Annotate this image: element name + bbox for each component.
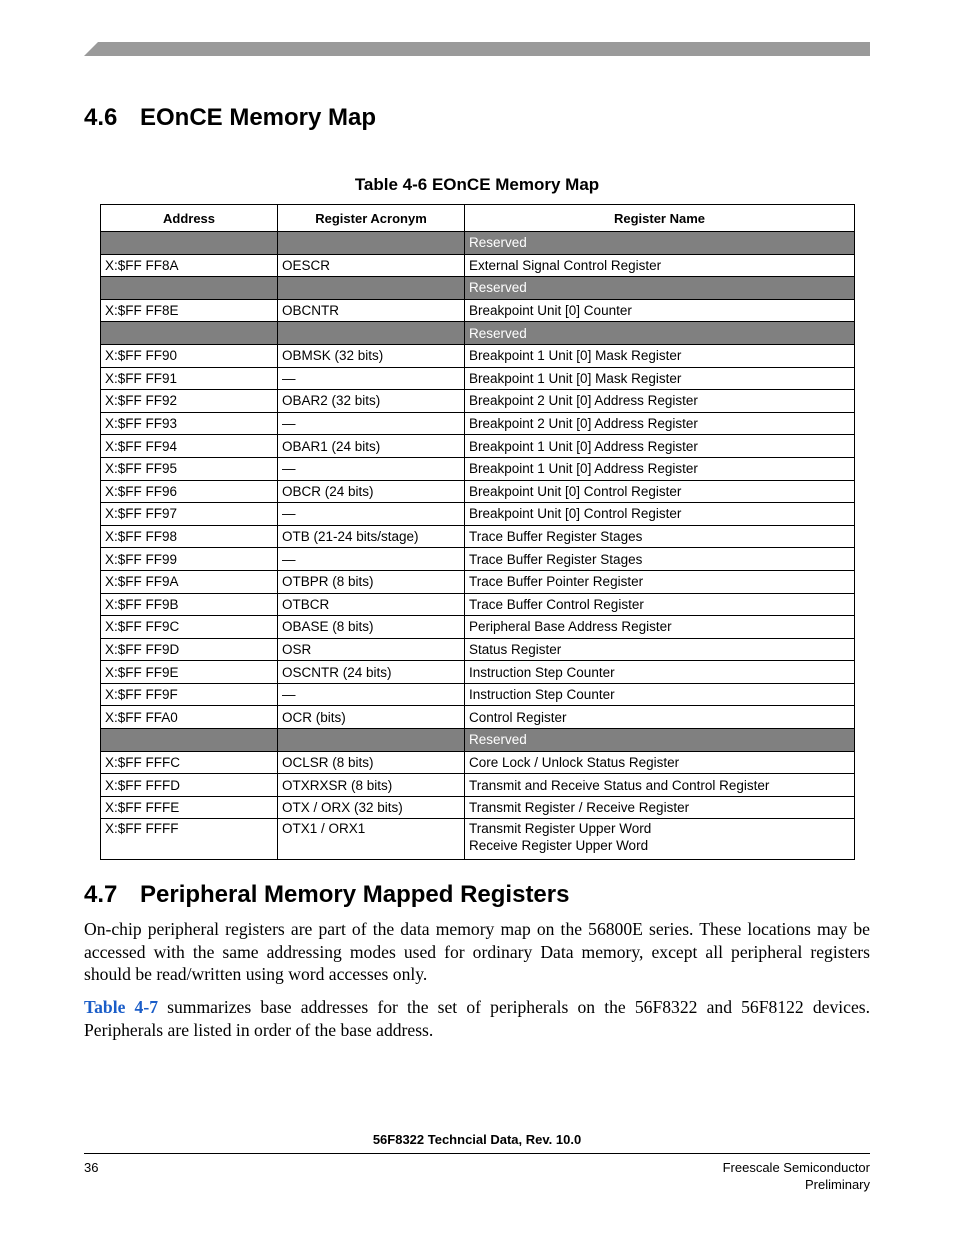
table-row bbox=[101, 796, 855, 819]
acronym-cell: — bbox=[278, 367, 465, 390]
register-name-cell: Instruction Step Counter bbox=[465, 683, 855, 706]
address-cell bbox=[101, 232, 278, 255]
address-cell: X:$FF FF97 bbox=[101, 503, 278, 526]
acronym-cell: OSR bbox=[278, 638, 465, 661]
column-header-address: Address bbox=[101, 205, 278, 232]
register-name-cell: Breakpoint Unit [0] Counter bbox=[465, 299, 855, 322]
acronym-cell: OTXRXSR (8 bits) bbox=[278, 774, 465, 797]
table-row bbox=[101, 774, 855, 797]
address-cell: X:$FF FFFF bbox=[101, 819, 278, 860]
register-name-cell: Instruction Step Counter bbox=[465, 661, 855, 684]
register-name-cell: Transmit and Receive Status and Control Register bbox=[465, 774, 855, 797]
address-cell: X:$FF FFA0 bbox=[101, 706, 278, 729]
acronym-cell: — bbox=[278, 683, 465, 706]
register-name-cell: Breakpoint Unit [0] Control Register bbox=[465, 480, 855, 503]
acronym-cell: OCR (bits) bbox=[278, 706, 465, 729]
table-row bbox=[101, 412, 855, 435]
address-cell: X:$FF FF98 bbox=[101, 525, 278, 548]
address-cell: X:$FF FFFC bbox=[101, 751, 278, 774]
reserved-row bbox=[101, 277, 855, 300]
document-status: Preliminary bbox=[804, 1177, 870, 1192]
section-heading-4-6 bbox=[84, 104, 376, 132]
register-name-cell: Breakpoint 1 Unit [0] Address Register bbox=[465, 457, 855, 480]
section-number: 4.6 bbox=[84, 104, 118, 131]
page-number: 36 bbox=[84, 1160, 99, 1175]
address-cell: X:$FF FF9D bbox=[101, 638, 278, 661]
register-name-cell: Transmit Register / Receive Register bbox=[465, 796, 855, 819]
register-name-cell: Breakpoint 2 Unit [0] Address Register bbox=[465, 390, 855, 413]
table-row bbox=[101, 390, 855, 413]
address-cell: X:$FF FF96 bbox=[101, 480, 278, 503]
register-name-cell: Reserved bbox=[465, 277, 855, 300]
register-name-cell: Reserved bbox=[465, 729, 855, 752]
acronym-cell: OBCNTR bbox=[278, 299, 465, 322]
acronym-cell: OTB (21-24 bits/stage) bbox=[278, 525, 465, 548]
table-row bbox=[101, 299, 855, 322]
table-row bbox=[101, 593, 855, 616]
reserved-row bbox=[101, 322, 855, 345]
acronym-cell: OTX / ORX (32 bits) bbox=[278, 796, 465, 819]
table-header-row bbox=[101, 205, 855, 232]
table-row bbox=[101, 254, 855, 277]
acronym-cell: OTX1 / ORX1 bbox=[278, 819, 465, 860]
table-row bbox=[101, 435, 855, 458]
table-row bbox=[101, 706, 855, 729]
section-number: 4.7 bbox=[84, 881, 118, 908]
acronym-cell: OBAR2 (32 bits) bbox=[278, 390, 465, 413]
table-row bbox=[101, 525, 855, 548]
table-row bbox=[101, 819, 855, 860]
register-name-cell: Trace Buffer Register Stages bbox=[465, 548, 855, 571]
paragraph-peripheral-registers: On-chip peripheral registers are part of the data memory map on the 56800E series. These locations may be accessed with the same addressing modes used for ordinary Data memory, except all peripheral registers should be read/written using word accesses only. bbox=[84, 919, 870, 984]
acronym-cell bbox=[278, 232, 465, 255]
register-name-cell: Trace Buffer Pointer Register bbox=[465, 570, 855, 593]
acronym-cell: OSCNTR (24 bits) bbox=[278, 661, 465, 684]
address-cell: X:$FF FF91 bbox=[101, 367, 278, 390]
address-cell bbox=[101, 277, 278, 300]
register-name-cell: Breakpoint Unit [0] Control Register bbox=[465, 503, 855, 526]
table-4-7-link[interactable]: Table 4-7 bbox=[84, 997, 159, 1017]
acronym-cell: OBMSK (32 bits) bbox=[278, 344, 465, 367]
register-name-cell: Trace Buffer Register Stages bbox=[465, 525, 855, 548]
register-name-cell: Reserved bbox=[465, 232, 855, 255]
address-cell: X:$FF FF93 bbox=[101, 412, 278, 435]
acronym-cell: — bbox=[278, 457, 465, 480]
address-cell: X:$FF FFFE bbox=[101, 796, 278, 819]
register-name-cell: Reserved bbox=[465, 322, 855, 345]
address-cell bbox=[101, 729, 278, 752]
reserved-row bbox=[101, 729, 855, 752]
acronym-cell: — bbox=[278, 503, 465, 526]
register-name-cell: Control Register bbox=[465, 706, 855, 729]
section-title: Peripheral Memory Mapped Registers bbox=[140, 881, 570, 908]
table-row bbox=[101, 344, 855, 367]
company-name: Freescale Semiconductor bbox=[722, 1160, 870, 1175]
paragraph-base-addresses bbox=[84, 996, 870, 1041]
column-header-register-acronym: Register Acronym bbox=[278, 205, 465, 232]
address-cell: X:$FF FF9E bbox=[101, 661, 278, 684]
footer-divider bbox=[84, 1153, 870, 1154]
table-row bbox=[101, 503, 855, 526]
register-name-cell bbox=[465, 819, 855, 860]
register-name-cell: External Signal Control Register bbox=[465, 254, 855, 277]
table-row bbox=[101, 548, 855, 571]
table-caption: Table 4-6 EOnCE Memory Map bbox=[354, 175, 600, 194]
address-cell: X:$FF FF9F bbox=[101, 683, 278, 706]
table-row bbox=[101, 751, 855, 774]
table-row bbox=[101, 616, 855, 639]
register-name-cell: Trace Buffer Control Register bbox=[465, 593, 855, 616]
register-name-cell: Breakpoint 1 Unit [0] Mask Register bbox=[465, 367, 855, 390]
register-name-cell: Peripheral Base Address Register bbox=[465, 616, 855, 639]
eonce-memory-map-table bbox=[100, 204, 855, 860]
address-cell: X:$FF FF8E bbox=[101, 299, 278, 322]
paragraph-text: summarizes base addresses for the set of peripherals on the 56F8322 and 56F8122 devices. Peripherals are listed in order of the base address. bbox=[84, 997, 871, 1040]
address-cell: X:$FF FF90 bbox=[101, 344, 278, 367]
table-row bbox=[101, 480, 855, 503]
acronym-cell: OESCR bbox=[278, 254, 465, 277]
acronym-cell: OBCR (24 bits) bbox=[278, 480, 465, 503]
section-heading-4-7 bbox=[84, 881, 569, 909]
address-cell: X:$FF FF92 bbox=[101, 390, 278, 413]
acronym-cell: OTBPR (8 bits) bbox=[278, 570, 465, 593]
table-row bbox=[101, 367, 855, 390]
table-row bbox=[101, 457, 855, 480]
table-row bbox=[101, 661, 855, 684]
address-cell: X:$FF FF8A bbox=[101, 254, 278, 277]
address-cell bbox=[101, 322, 278, 345]
acronym-cell bbox=[278, 322, 465, 345]
reserved-row bbox=[101, 232, 855, 255]
register-name-cell: Status Register bbox=[465, 638, 855, 661]
address-cell: X:$FF FF9A bbox=[101, 570, 278, 593]
address-cell: X:$FF FF9B bbox=[101, 593, 278, 616]
acronym-cell: OTBCR bbox=[278, 593, 465, 616]
acronym-cell: OBASE (8 bits) bbox=[278, 616, 465, 639]
address-cell: X:$FF FF9C bbox=[101, 616, 278, 639]
register-name-cell: Breakpoint 2 Unit [0] Address Register bbox=[465, 412, 855, 435]
address-cell: X:$FF FF95 bbox=[101, 457, 278, 480]
address-cell: X:$FF FF99 bbox=[101, 548, 278, 571]
footer-document-title: 56F8322 Techncial Data, Rev. 10.0 bbox=[372, 1132, 582, 1147]
acronym-cell: OBAR1 (24 bits) bbox=[278, 435, 465, 458]
register-name-cell: Breakpoint 1 Unit [0] Address Register bbox=[465, 435, 855, 458]
register-name-cell: Core Lock / Unlock Status Register bbox=[465, 751, 855, 774]
table-row bbox=[101, 570, 855, 593]
acronym-cell: — bbox=[278, 412, 465, 435]
address-cell: X:$FF FFFD bbox=[101, 774, 278, 797]
register-name-line: Transmit Register Upper Word bbox=[469, 821, 652, 837]
register-name-cell: Breakpoint 1 Unit [0] Mask Register bbox=[465, 344, 855, 367]
table-row bbox=[101, 638, 855, 661]
acronym-cell: — bbox=[278, 548, 465, 571]
register-name-line: Receive Register Upper Word bbox=[469, 838, 649, 854]
address-cell: X:$FF FF94 bbox=[101, 435, 278, 458]
acronym-cell: OCLSR (8 bits) bbox=[278, 751, 465, 774]
header-bar bbox=[84, 42, 870, 56]
table-body bbox=[101, 232, 855, 860]
acronym-cell bbox=[278, 277, 465, 300]
section-title: EOnCE Memory Map bbox=[140, 104, 377, 131]
acronym-cell bbox=[278, 729, 465, 752]
table-row bbox=[101, 683, 855, 706]
column-header-register-name: Register Name bbox=[465, 205, 855, 232]
